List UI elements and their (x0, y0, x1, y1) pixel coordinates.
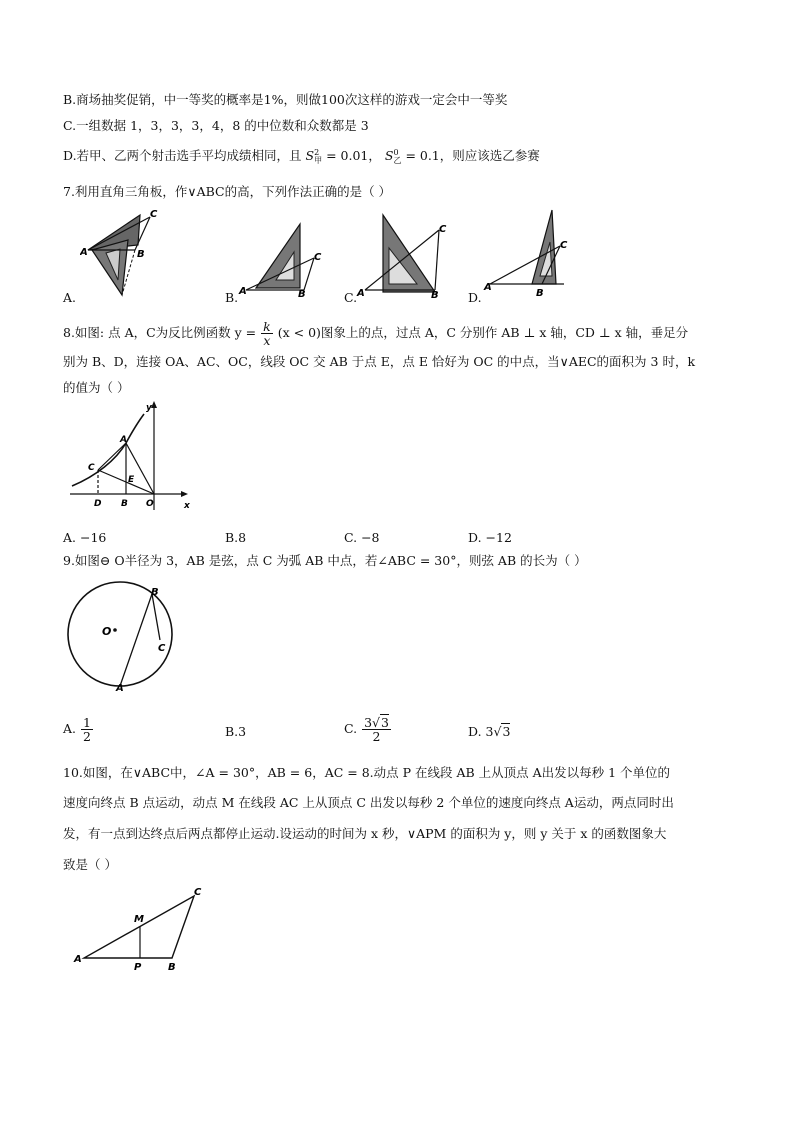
numerator-coefficient: 3 (364, 715, 373, 730)
q9-option-c-prefix: C. (344, 721, 358, 736)
q9-option-d-radicand: 3 (502, 724, 511, 739)
y-axis-arrow (151, 401, 157, 408)
fraction-denominator: x (263, 333, 271, 348)
q9-option-b: B.3 (225, 724, 247, 739)
q10-figure (68, 882, 218, 974)
label-b: B (431, 290, 439, 298)
label-m: M (134, 914, 144, 925)
q6-option-b: B.商场抽奖促销，中一等奖的概率是1%，则做100次这样的游戏一定会中一等奖 (63, 92, 508, 107)
q9-option-c (344, 716, 392, 743)
q9-option-d: D. 3√3 (468, 724, 511, 739)
variance-1-value: = 0.01， (326, 148, 381, 163)
q7-figure-a (80, 205, 170, 300)
label-o: O (146, 499, 154, 509)
label-c: C (158, 643, 166, 654)
q8-stem-suffix: (x < 0)图象上的点，过点 A，C 分别作 AB ⊥ x 轴，CD ⊥ x 轴，垂足分 (277, 325, 689, 340)
triangle-abc (84, 896, 194, 958)
q8-option-a: A. −16 (63, 530, 107, 545)
q9-option-a (63, 716, 94, 743)
q8-figure (66, 398, 196, 516)
set-square-a-bottom (92, 240, 128, 295)
label-b: B (137, 249, 145, 260)
q6-option-d-prefix: D.若甲、乙两个射击选手平均成绩相同，且 (63, 148, 302, 163)
q9-stem: 9.如图⊖ O半径为 3，AB 是弦，点 C 为弧 AB 中点，若∠ABC = 30°，则弦 AB 的长为（ ） (63, 553, 587, 568)
variance-2-sub: 乙 (393, 155, 402, 165)
label-a: A (74, 954, 82, 965)
label-b: B (151, 587, 159, 598)
q7-figure-d (480, 208, 580, 298)
q8-option-c: C. −8 (344, 530, 380, 545)
q6-option-c: C.一组数据 1，3，3，3，4，8 的中位数和众数都是 3 (63, 118, 369, 133)
q8-stem-line1 (63, 320, 688, 347)
label-b: B (121, 499, 128, 509)
q9-option-c-fraction (362, 716, 391, 743)
q7-option-a: A. (63, 290, 77, 305)
label-c: C (314, 252, 322, 263)
side-bc-c (435, 230, 439, 290)
fraction-denominator: 2 (83, 729, 91, 744)
fraction-numerator: 1 (83, 715, 91, 730)
q9-option-a-prefix: A. (63, 721, 77, 736)
axis-label-x: x (184, 501, 190, 511)
label-c: C (150, 209, 158, 220)
label-o: O (102, 625, 112, 638)
q7-option-d: D. (468, 290, 482, 305)
q8-fraction (261, 320, 273, 347)
q10-stem-line2: 速度向终点 B 点运动，动点 M 在线段 AC 上从顶点 C 出发以每秒 2 个单位的速度向终点 A运动，两点同时出 (63, 795, 674, 810)
q9-figure (62, 580, 182, 692)
label-c: C (560, 240, 568, 251)
label-e: E (128, 475, 135, 485)
label-c: C (88, 463, 95, 473)
label-a: A (239, 286, 247, 297)
q7-option-b: B. (225, 290, 239, 305)
q7-figure-c (355, 210, 455, 298)
label-a: A (80, 247, 88, 258)
q8-stem-prefix: 8.如图: 点 A，C为反比例函数 y = (63, 325, 257, 340)
q7-stem: 7.利用直角三角板，作∨ABC的高，下列作法正确的是（ ） (63, 184, 392, 199)
side-bc-b (304, 258, 314, 290)
q7-option-c: C. (344, 290, 358, 305)
label-c: C (439, 224, 447, 235)
fraction-numerator: 3√3 (364, 715, 389, 730)
q10-stem-line1: 10.如图，在∨ABC中，∠A = 30°，AB = 6，AC = 8.动点 P 在线段 AB 上从顶点 A出发以每秒 1 个单位的 (63, 765, 671, 780)
x-axis-arrow (181, 491, 188, 497)
q8-stem-line2: 别为 B、D，连接 OA、AC、OC，线段 OC 交 AB 于点 E，点 E 恰好为 OC 的中点，当∨AEC的面积为 3 时，k (63, 354, 696, 369)
label-a: A (120, 435, 127, 445)
variance-1-sup: 2 (314, 147, 320, 157)
q6-option-d (63, 148, 540, 165)
variance-symbol-1: S (305, 148, 315, 163)
fraction-denominator: 2 (372, 729, 381, 744)
q9-option-a-fraction (81, 716, 93, 743)
chord-ab (120, 594, 152, 686)
center-o (113, 628, 117, 632)
variance-2-sup: 0 (393, 147, 399, 157)
chord-bc (152, 594, 160, 640)
variance-symbol-2: S (384, 148, 394, 163)
variance-2-value: = 0.1，则应该选乙参赛 (405, 148, 540, 163)
label-a: A (484, 282, 492, 293)
label-d: D (94, 499, 102, 509)
label-b: B (536, 288, 544, 298)
q9-option-d-prefix: D. 3 (468, 724, 494, 739)
q8-option-d: D. −12 (468, 530, 512, 545)
q10-stem-line4: 致是（ ） (63, 857, 117, 872)
label-c: C (194, 887, 202, 898)
label-b: B (298, 289, 306, 298)
axis-label-y: y (146, 403, 152, 413)
q10-stem-line3: 发，有一点到达终点后两点都停止运动.设运动的时间为 x 秒，∨APM 的面积为 y，则 y 关于 x 的函数图象大 (63, 826, 667, 841)
label-a: A (357, 288, 365, 298)
label-b: B (168, 962, 176, 973)
variance-1-sub: 甲 (314, 155, 323, 165)
q7-figure-b (236, 218, 336, 298)
q8-option-b: B.8 (225, 530, 247, 545)
segment-oa (126, 443, 154, 494)
fraction-numerator: k (263, 319, 271, 334)
label-p: P (134, 962, 142, 973)
q8-stem-line3: 的值为（ ） (63, 380, 130, 395)
label-a: A (116, 683, 124, 692)
numerator-radicand: 3 (381, 715, 389, 730)
segment-ac (98, 443, 126, 470)
